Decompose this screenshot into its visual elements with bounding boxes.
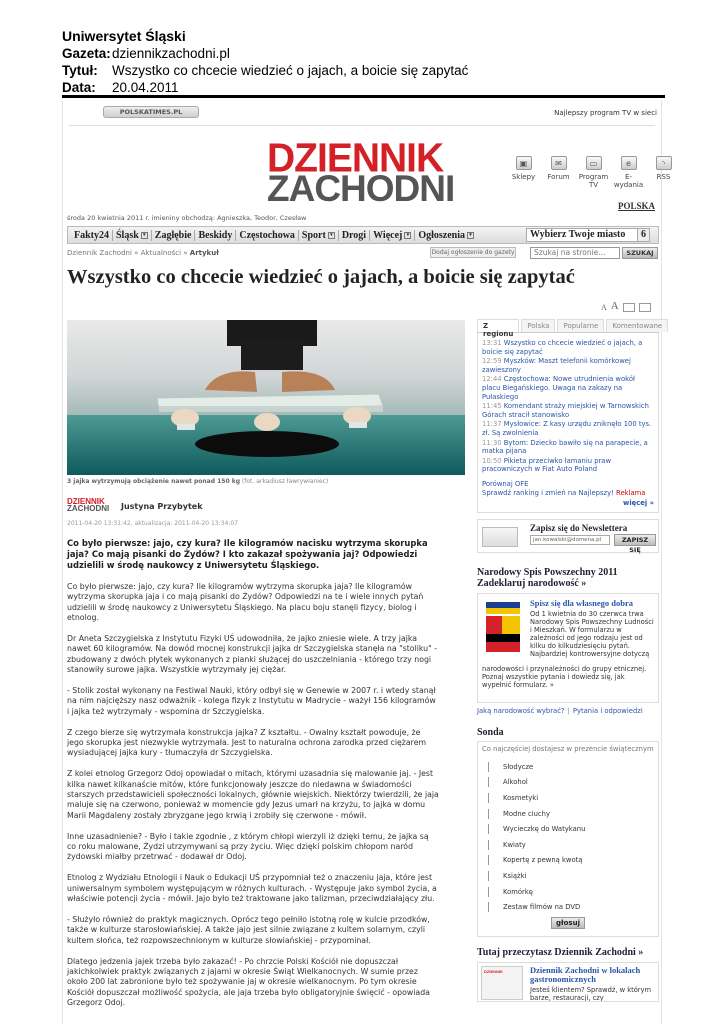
newspaper-thumbnail [481,966,523,1000]
nsp-links [477,707,659,715]
breadcrumb-home[interactable]: Dziennik Zachodni [67,249,132,257]
caption-credit: (fot. arkadiusz ławrywianiec) [241,478,329,485]
meta-divider [62,95,665,98]
news-link[interactable]: Mysłowice: Z kasy urzędu zniknęło 100 tys. zł. Są zwolnienia [482,420,652,437]
tool-label: Sklepy [511,173,536,181]
site-logo[interactable] [267,135,455,209]
census-flags-icon [484,600,522,654]
where-to-read-subtitle[interactable]: Dziennik Zachodni w lokalach gastronomicznych [530,965,641,985]
nsp-text-continued: narodowości i przynależności do grupy etnicznej. Poznaj wszystkie pytania i dowiedz się, jak wypełnić formularz. » [482,664,647,689]
list-item[interactable] [482,375,654,401]
nav-zaglebie[interactable] [152,230,196,241]
breadcrumb: Dziennik Zachodni » Aktualności » Artykuł [67,249,219,257]
nav-label: Więcej [373,229,403,241]
tool-label: Program TV [578,173,609,189]
radio-button[interactable] [488,793,489,803]
poll-option-label: Kosmetyki [503,794,539,803]
breadcrumb-current: Artykuł [189,249,219,257]
news-link[interactable]: Myszków: Maszt telefonii komórkowej zawieszony [482,357,631,374]
add-ad-button[interactable]: Dodaj ogłoszenie do gazety [431,249,515,256]
news-link[interactable]: Pikieta przeciwko łamaniu praw pracowniczych w Fiat Auto Poland [482,456,612,474]
news-time: 11:45 [482,402,502,411]
e-edition-icon: e [621,156,637,170]
title-value: Wszystko co chcecie wiedzieć o jajach, a boicie się zapytać [112,63,469,78]
article-paragraph: - Służyło również do praktyk magicznych. Oprócz tego pełniło istotną rolę w kulcie przodków, także w kulturze starosłowiańskiej. A także jajo jest silnie związane z kultem solarnym, czyli kultem słońca, też rozpowszechnionym w kulturze słowiańskiej - przypominał. [67,914,430,945]
city-select-number: 6 [637,229,649,241]
nsp-box [477,593,659,703]
tool-label: E-wydania [613,173,644,189]
list-item[interactable] [482,339,654,356]
search-input[interactable]: Szukaj na stronie... [530,247,620,259]
nav-label: Zagłębie [154,229,192,241]
ranking-link-text[interactable]: Sprawdź ranking i zmień na Najlepszy! [482,488,614,497]
tool-label: RSS [656,173,671,181]
author-logo-line-1: DZIENNIK [67,497,105,506]
nav-label: Śląsk [116,229,139,241]
more-news-link[interactable]: więcej » [623,499,654,508]
author-logo-line-2: ZACHODNI [67,504,110,513]
tv-promo-link[interactable]: Najlepszy program TV w sieci [554,109,657,117]
news-time: 12:44 [482,375,502,384]
poll-option-label: Zestaw filmów na DVD [503,903,581,912]
city-select-label: Wybierz Twoje miasto [530,229,626,240]
poll-option[interactable] [482,775,654,791]
search-button[interactable]: SZUKAJ [622,247,658,259]
list-item[interactable] [482,357,654,374]
envelope-icon [482,527,518,547]
news-link[interactable]: Bytom: Dziecko bawiło się na parapecie, a matka pijana [482,438,648,456]
nav-label: Drogi [341,229,367,241]
article-paragraph: Inne uzasadnienie? - Było i takie zgodnie , z którym chłopi wierzyli iż dzięki temu, że jajka są co roku malowane, Żydzi utrzymywani są przy życiu. Więc dzięki polskim chłopom naród żydowski miałby przetrwać - dodawał dr Odoj. [67,831,429,862]
nav-label: Ogłoszenia [418,229,466,241]
vote-button[interactable]: głosuj [551,917,585,929]
top-divider [69,125,655,126]
where-to-read-text: Jesteś klientem? Sprawdź, w którym barze, restauracji, czy [530,986,652,1003]
radio-button[interactable] [488,840,489,850]
poll-option-label: Słodycze [503,762,534,771]
nsp-heading[interactable]: Narodowy Spis Powszechny 2011 Zadeklaruj narodowość » [477,566,618,589]
tool-forum[interactable] [543,156,574,189]
poll-option-label: Wycieczkę do Watykanu [503,825,586,834]
ofe-link[interactable]: Porównaj OFE [482,479,529,488]
polska-link[interactable]: POLSKA [617,201,655,211]
photo-caption [67,478,328,485]
nav-wiecej[interactable] [370,230,415,241]
poll-option-label: Książki [503,872,527,881]
gazeta-label: Gazeta: [62,46,111,61]
poll-option-label: Kwiaty [503,840,526,849]
ranking-link[interactable] [482,489,654,498]
newsletter-email-input[interactable]: jan.kowalski@domena.pl [530,535,610,545]
tab-komentowane[interactable]: Komentowane [606,319,668,332]
article-tools [601,300,651,312]
chevron-down-icon[interactable]: ▾ [141,232,148,239]
nav-drogi[interactable] [339,230,370,241]
radio-button[interactable] [488,809,489,819]
nav-label: Fakty24 [74,229,109,241]
news-tabs [477,319,663,338]
list-item[interactable] [482,420,654,437]
radio-button[interactable] [488,902,489,912]
news-link[interactable]: Częstochowa: Nowe utrudnienia wokół placu Biegańskiego. Uwaga na zakazy na Pułaskiego [482,375,635,401]
thumbnail-logo: DZIENNIK [484,969,503,975]
poll-question: Co najczęściej dostajesz w prezencie świątecznym [482,744,654,753]
font-smaller-icon[interactable]: A [601,303,607,312]
tab-polska[interactable]: Polska [521,319,555,332]
nav-slask[interactable] [113,230,152,241]
web-page [62,100,671,1024]
poll-heading: Sonda [477,726,504,738]
radio-button[interactable] [488,887,489,897]
nav-beskidy[interactable] [195,230,236,241]
print-icon[interactable] [639,303,651,312]
date-value: 20.04.2011 [112,80,179,95]
radio-button[interactable] [488,777,489,787]
logo-line-1: DZIENNIK [267,135,444,182]
nsp-link-faq[interactable]: Pytania i odpowiedzi [572,706,643,715]
poll-option-label: Modne ciuchy [503,809,550,818]
chevron-down-icon[interactable]: ▾ [467,232,474,239]
logo-line-2: ZACHODNI [267,168,455,209]
forum-icon: ✉ [551,156,567,170]
radio-button[interactable] [488,855,489,865]
newsletter-box [477,519,659,553]
article-paragraph: Z kolei etnolog Grzegorz Odoj opowiadał o mitach, którymi uzasadnia się malowanie jaj. - Jest kilka nawet kilkanaście mitów, które funkcjonowały jeszcze do niedawna w świadomości starszych przedstawicieli społeczności lokalnych, głównie wiejskich. Niektórzy twierdzili, że jaja maluje się na czerwono, ponieważ w momencie gdy Jezus umarł na krzyżu, to jajka w domu Marii Magdaleny zostały zbryzgane jego krwią i zrobiły się czerwone - mówił. [67,769,439,820]
radio-button[interactable] [488,871,489,881]
font-larger-icon[interactable]: A [610,300,619,312]
poll-option-label: Alkohol [503,778,528,787]
article-paragraph: - Stolik został wykonany na Festiwal Nauki, który odbył się w Genewie w 2007 r. i wtedy stanął na nim najcięższy nasz odważnik - kolega fizyk z Instytutu w Madrycie - ważył 156 kilogramów i jajka też wytrzymały - wspomina dr Szczygielska. [67,686,436,716]
nav-ogloszenia[interactable] [415,230,477,241]
main-nav [67,226,659,244]
university-name: Uniwersytet Śląski [62,28,186,44]
nav-label: Beskidy [198,229,233,241]
article-headline: Wszystko co chcecie wiedzieć o jajach, a boicie się zapytać [67,266,575,288]
article-lead: Co było pierwsze: jajo, czy kura? Ile kilogramów nacisku wytrzyma skorupka jaja? Co mają pisanki do Żydów? I kto zakazał spożywania jaj? Odpowiedzi udzielili w środę naukowcy z Uniwersytetu Śląskiego. [67,538,428,571]
poll-option[interactable] [482,790,654,806]
author-logo [67,497,110,516]
news-time: 12:59 [482,357,502,366]
nsp-text: Od 1 kwietnia do 30 czerwca trwa Narodowy Spis Powszechny Ludności i Mieszkań. W formularzu w zależności od jego rodzaju jest od kilku do kilkudziesięciu pytań. Najbardziej kontrowersyjne dotyczą [530,609,654,659]
tool-shops[interactable] [508,156,539,189]
where-to-read-box [477,962,659,1002]
top-strip [63,100,661,120]
list-item[interactable] [482,457,654,474]
nav-czestochowa[interactable] [236,230,299,241]
nsp-subtitle[interactable]: Spisz się dla własnego dobra [530,597,633,608]
poll-option[interactable] [482,868,654,884]
nsp-link-narodowosc[interactable]: Jaką narodowość wybrać? [477,706,565,715]
gazeta-value: dziennikzachodni.pl [112,46,230,61]
article-author[interactable]: Justyna Przybytek [121,502,203,511]
tool-label: Forum [547,173,570,181]
tool-tv[interactable] [578,156,609,189]
email-icon[interactable] [623,303,635,312]
article-paragraph: Co było pierwsze: jajo, czy kura? Ile kilogramów wytrzyma skorupka jaja? Ile kilogramów wytrzyma skorupka jaja i co mają pisanki do Żydów? Odpowiedzi na te i wiele innych pytań udzielili w środę naukowcy z Uniwersytetu Śląskiego. Na placu boju stanęli fizycy, biolog i etnolog. [67,582,424,623]
document-meta [62,28,468,96]
poll-option[interactable] [482,853,654,869]
chevron-down-icon[interactable]: ▾ [328,232,335,239]
radio-button[interactable] [488,762,489,772]
tab-z-regionu[interactable]: Z regionu [477,319,519,332]
chevron-down-icon[interactable]: ▾ [404,232,411,239]
news-link[interactable]: Komendant straży miejskiej w Tarnowskich Górach stracił stanowisko [482,402,649,419]
list-item[interactable] [482,439,654,456]
breadcrumb-news[interactable]: Aktualności [140,249,182,257]
article-paragraph: Z czego bierze się wytrzymała konstrukcja jajka? Z kształtu. - Owalny kształt powoduje, że jego skorupka jest niezwykle wytrzymała. Jest to naturalna ochrona zarodka przed ciężarem wysiadującej jajka kury - tłumaczyła dr Szczygielska. [67,727,427,758]
tab-popularne[interactable]: Popularne [557,319,604,332]
article-body [67,538,439,1019]
link-separator: | [567,706,570,715]
tv-icon: ▭ [586,156,602,170]
radio-button[interactable] [488,824,489,834]
rss-icon: ◝ [656,156,672,170]
news-time: 11:30 [482,438,502,447]
nav-sport[interactable] [299,230,339,241]
newsletter-title: Zapisz się do Newslettera [530,522,628,533]
sidebar [477,319,663,1003]
city-select[interactable] [526,228,650,242]
news-list [477,333,659,513]
caption-text: 3 jajka wytrzymują obciążenie nawet ponad 150 kg [67,478,240,485]
photo-eggs-table [67,320,465,475]
article-timestamp: 2011-04-20 13:31:42, aktualizacja: 2011-04-20 13:34:07 [67,520,238,527]
date-label: Data: [62,80,96,95]
shop-icon: ▣ [516,156,532,170]
tool-e-edition[interactable] [613,156,644,189]
poll-option-label: Kopertę z pewną kwotą [503,856,583,865]
nav-label: Częstochowa [239,229,295,241]
news-time: 13:31 [482,339,502,347]
date-line: środa 20 kwietnia 2011 r. imieniny obchodzą: Agnieszka, Teodor, Czesław [67,214,307,222]
poll-option[interactable] [482,821,654,837]
poll-option[interactable] [482,884,654,900]
poll-option-label: Komórkę [503,887,533,896]
header-tools [508,156,679,189]
list-item[interactable] [482,402,654,419]
ad-label: Reklama [616,488,646,497]
nav-label: Sport [301,229,326,241]
newsletter-subscribe-button[interactable]: ZAPISZ SIĘ [614,534,656,546]
article-photo [67,320,465,475]
news-link[interactable]: Wszystko co chcecie wiedzieć o jajach, a boicie się zapytać [482,339,643,356]
poll-box [477,741,659,937]
poll-option[interactable] [482,837,654,853]
poll-option[interactable] [482,806,654,822]
title-label: Tytuł: [62,63,98,78]
poll-option[interactable] [482,899,654,915]
news-time: 10:50 [482,456,502,465]
tool-rss[interactable] [648,156,679,189]
nav-fakty24[interactable] [71,230,113,241]
article-paragraph: Dlatego jedzenia jajek trzeba było zakazać! - Po chrzcie Polski Kościół nie dopuszczał jakichkolwiek praktyk związanych z jajami w okresie Świąt Wielkanocnych. W sumie przez około 200 lat zabronione było też spożywanie jaj w okresie wielkanocnym. Po tym okresie Kościół dopuszczał możliwość spożycia, ale jaja trzeba było obligatoryjnie święcić - opowiada Grzegorz Odoj. [67,956,430,1008]
poll-option[interactable] [482,759,654,775]
where-to-read-heading[interactable]: Tutaj przeczytasz Dziennik Zachodni » [477,947,644,959]
article-paragraph: Dr Aneta Szczygielska z Instytutu Fizyki UŚ udowodniła, że jajko zniesie wiele. A trzy jajka nawet 60 kilogramów. Na dowód mocnej konstrukcji jajka dr Szczygielska stanęła na "stoliku" - zbudowany z dwóch płytek wykonanych z pianki służącej do uszczelniania - którego trzy nogi stanowiły surowe jajka. Wszystkie wytrzymały jej ciężar. [67,634,438,675]
news-time: 11:37 [482,420,502,429]
polskatimes-tab[interactable]: POLSKATIMES.PL [103,106,199,118]
article-paragraph: Etnolog z Wydziału Etnologii i Nauk o Edukacji UŚ przypomniał też o znaczeniu jaja, które jest uniwersalnym symbolem występującym w różnych kulturach. - Występuje jako symbol życia, a właściwie potencji życia - mówił. Jajo było też traktowane jako talizman, przeciwdziałający złu. [67,873,437,904]
